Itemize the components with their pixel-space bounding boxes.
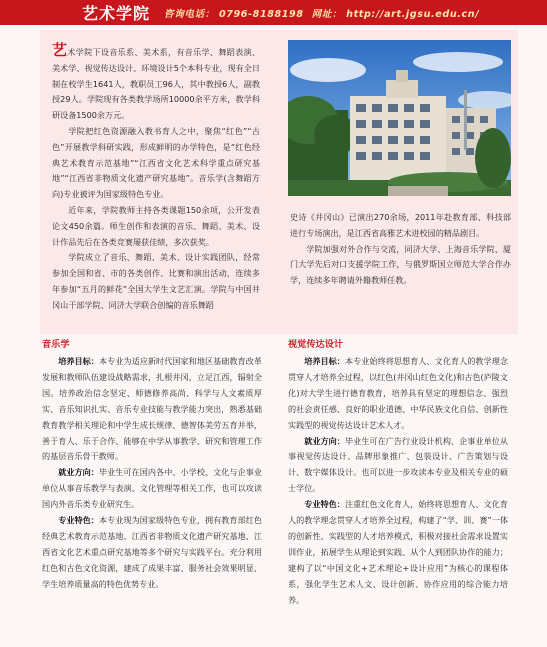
contact-label: 咨询电话： bbox=[164, 8, 215, 20]
music-feature-label: 专业特色： bbox=[58, 515, 99, 526]
phone-number: 0796-8188198 bbox=[218, 8, 304, 20]
intro-text-left bbox=[52, 43, 260, 314]
campus-building-photo bbox=[288, 40, 511, 196]
intro-paragraph-1-text: 术学院下设音乐系、美术系，有音乐学、舞蹈表演、美术学、视觉传达设计、环境设计5个本科专业，现有全日制在校学生1641人，教职员工96人，其中教授6人，副教授29人。学院现有各类教学场所10000余平方米，教学科研设备1500余万元。 bbox=[52, 47, 260, 121]
design-feature-label: 专业特色： bbox=[304, 499, 345, 510]
design-goal-text: 本专业始终将思想育人、文化育人的教学理念贯穿人才培养全过程，以红色(井冈山红色文化)和古色(庐陵文化)对大学生进行德育教育，培养具有坚定的理想信念、强烈的社会责任感、良好的职业道德、中华民族文化自信、创新性实践型的视觉传达设计艺术人才。 bbox=[288, 356, 508, 430]
music-goal-text: 本专业为适应新时代国家和地区基础教育改革发展和教师队伍建设战略需求，扎根井冈，立足江西，辐射全国。培养政治信念坚定、师德修养高尚、科学与人文素质厚实、音乐知识扎实、音乐专业技能与教学能力突出，熟悉基础教育教学相关理论和中学生成长规律、德智体美劳五育并举，善于育人、乐于合作、能够在中学从事教学、研究和管理工作的基层音乐骨干教师。 bbox=[42, 356, 262, 462]
music-section-title: 音乐学 bbox=[42, 339, 70, 350]
intro-text-right bbox=[290, 210, 511, 289]
music-major-section bbox=[42, 338, 262, 593]
design-feature-text: 注重红色文化育人，始终将思想育人、文化育人的教学理念贯穿人才培养全过程，构建了“学、训、赛”一体的创新性、实践型的人才培养模式，积极对接社会需求设置实训作业，拓展学生从理论到实践、从个人到团队协作的能力；建构了以“中国文化+艺术理论+设计应用”为核心的课程体系，强化学生艺术人文、设计创新、协作应用的综合能力培养。 bbox=[288, 499, 508, 605]
page-header bbox=[0, 0, 547, 25]
music-feature bbox=[42, 513, 262, 593]
music-career-text: 毕业生可在国内各中、小学校、文化与企事业单位从事音乐教学与表演、文化管理等相关工作，也可以攻读国内外音乐类专业研究生。 bbox=[42, 467, 262, 510]
intro-paragraph-4-continued: 史诗《井冈山》已演出270余场，2011年赴教育部、科技部进行专场演出，是江西省高雅艺术进校园的精品剧目。 bbox=[290, 212, 511, 238]
intro-paragraph-5: 学院加强对外合作与交流，同济大学、上海音乐学院、厦门大学先后对口支援学院工作，与俄罗斯国立师范大学合作办学，连续多年聘请外籍教师任教。 bbox=[290, 243, 511, 286]
design-career bbox=[288, 434, 508, 498]
intro-paragraph-3: 近年来，学院教师主持各类课题150余项，公开发表论文450余篇。师生创作和表演的音乐、舞蹈、美术、设计作品先后在各类竞赛屡获佳绩，多次获奖。 bbox=[52, 204, 260, 247]
music-goal-label: 培养目标： bbox=[58, 356, 99, 366]
design-section-title: 视觉传达设计 bbox=[288, 339, 344, 350]
intro-paragraph-1 bbox=[52, 43, 260, 124]
design-goal-label: 培养目标： bbox=[304, 356, 345, 366]
visual-design-section bbox=[288, 338, 508, 609]
contact-line bbox=[164, 6, 483, 20]
url-label: 网址： bbox=[311, 8, 343, 20]
design-career-text: 毕业生可在广告行业设计机构、企事业单位从事视觉传达设计、品牌形象推广、包装设计、广告策划与设计、数字媒体设计。也可以进一步攻读本专业及相关专业的硕士学位。 bbox=[288, 435, 508, 494]
college-title: 艺术学院 bbox=[82, 4, 151, 23]
website-url: http://art.jgsu.edu.cn/ bbox=[346, 8, 480, 20]
music-feature-text: 本专业现为国家级特色专业，拥有教育部红色经典艺术教育示范基地、江西省非物质文化遗产研究基地、江西省文化艺术重点研究基地等多个研究与实践平台。充分利用红色和古色文化资源，建成了成果丰富、服务社会效果明显、学生培养质量高的特色优势专业。 bbox=[42, 515, 262, 589]
intro-paragraph-4: 学院成立了音乐、舞蹈、美术、设计实践团队，经常参加全国和省、市的各类创作、比赛和演出活动，连续多年参加“五月的鲜花”全国大学生文艺汇演。学院与中国井冈山干部学院、同济大学联合创编的音乐舞蹈 bbox=[52, 252, 260, 310]
music-career bbox=[42, 465, 262, 513]
design-goal bbox=[288, 354, 508, 434]
music-career-label: 就业方向： bbox=[58, 467, 99, 478]
intro-paragraph-2: 学院把红色资源融入教书育人之中，聚焦“红色”“古色”开展教学科研实践，形成鲜明的办学特色，是“红色经典艺术教育示范基地”“江西省文化艺术科学重点研究基地”“江西省非物质文化遗产研究基地”。音乐学(含舞蹈方向)专业被评为国家级特色专业。 bbox=[52, 125, 260, 200]
design-career-label: 就业方向： bbox=[304, 435, 345, 446]
music-goal bbox=[42, 354, 262, 465]
lead-character: 艺 bbox=[52, 41, 68, 59]
design-feature bbox=[288, 497, 508, 608]
